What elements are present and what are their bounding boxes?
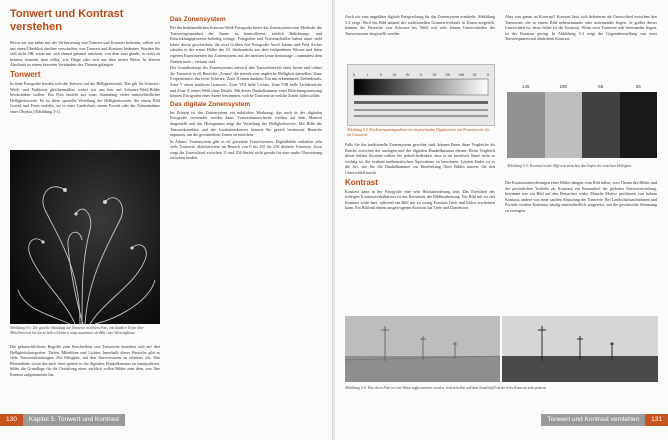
- zonensystem-comparison-paragraph: Falls Sie das traditionelle Zonensystem gewohnt sind, können Ihnen diese Vergleiche als Brücke zwischen der analogen und der digitalen Dunkelkammer dienen. Beim Vergleich dieser beiden Systeme sollten Sie jedoch bedenken, dass es im kreativen Sinne nicht so wichtig ist, die exakten mathematischen Äquivalente zu berechnen. Letzten Endes ist es die Art, wie Sie die Dunkelkammer zur Bearbeitung Ihres Bildes nutzen, die den Unterschied macht.: [345, 142, 495, 175]
- left-footer: [0, 414, 125, 426]
- right-column-1: [345, 14, 495, 37]
- left-column-1: [10, 40, 160, 116]
- zone-label: 0: [352, 72, 356, 77]
- zone-label: II: [379, 72, 382, 77]
- digital-zonensystem-paragraph-1: Im Prinzip ist das Zonensystem ein nützliches Werkzeug, das auch in der digitalen Fotografie verwendet werden kann. Tonwertunterschiede werden auf dem Monitor dargestellt und das Histogramm zeigt die Verteilung der Helligkeitswerte. Mit Hilfe der Tonwertkorrektur und der Gradationskurven können Sie gezielt bestimmte Bereiche anpassen, um die gewünschten Zonen zu erreichen.: [170, 109, 322, 138]
- left-running-head: Kapitel 5: Tonwert und Kontrast: [23, 414, 125, 426]
- left-page-number: 130: [0, 414, 23, 426]
- right-footer: [541, 414, 668, 426]
- desert-photo-low-contrast: [345, 316, 500, 382]
- right-column-1-middle: [345, 142, 495, 212]
- zone-label: IV: [405, 72, 410, 77]
- swatch-145: [507, 92, 545, 158]
- figure-5-3-contrast-swatches: [507, 84, 657, 160]
- tonwert-followup-paragraph: Die gebräuchlichsten Begriffe zum Beschreiben von Tonwerten beziehen sich auf drei Helligkeitskategorien: Tiefen, Mitteltöne und Lichter. Innerhalb dieser Bereiche gibt es viele Tonwertabstufungen. Die Fähigkeit, mit den Tonwertstufen zu arbeiten, d.h. Ihre Bestandteile sowie der nach ihrer spätere in der digitalen Dunkelkammer zu manipulieren, bildet die Grundlage für die Gestaltung eines wirklich vollen Bildes zum dem, was Ihre Kamera aufgenommen hat.: [10, 344, 160, 377]
- right-column-2: [505, 14, 657, 43]
- right-running-head: Tonwert und Kontrast verstehen: [541, 414, 645, 426]
- intro-paragraph: Bevor wir uns näher mit der Verbesserung von Tonwert und Kontrast befassen, sollten wir uns einen Überblick darüber verschaffen, was Tonwert und Kontrast bedeuten. Wurden Sie sich nicht OB, wenn mir sich einmal genauer anschaut, von dem man glaubt, es recht zu kennen; bemerkt man völlig, wie Dinge oder sich aus dem neuen Weise. In diesem Abschnitt zu einem besseren Verständnis des Themas gelangen.: [10, 40, 160, 68]
- kontrast-paragraph-2: Die Kontrastanforderungen einer Bildes hängen vom Bild selbst, vom Thema des Bildes und der persönlichen Vorliebe ab. Kontrast, ein Bestandteil der globalen Tonwertverteilung, bestimmt wie ein Bild auf den Betrachter wirkt. Manche Motive profitieren von hohem Kontrast, andere von einer sanften Abstufung der Tonwerte. Bei Landschaftsaufnahmen und Porträts werden Kontraste häufig unterschiedlich eingesetzt, um die gewünschte Stimmung zu erzeugen.: [505, 180, 657, 213]
- zone-label: VII: [445, 72, 451, 77]
- right-page-number: 131: [645, 414, 668, 426]
- figure-5-2-zone-scale: [347, 64, 495, 126]
- zone-label: IX: [472, 72, 477, 77]
- zone-gradient: [348, 65, 494, 125]
- section-heading-zonensystem: Das Zonensystem: [170, 16, 226, 23]
- section-heading-tonwert: Tonwert: [10, 69, 41, 79]
- zone-label: VIII: [458, 72, 465, 77]
- swatch-190: [545, 92, 583, 158]
- swatch-label-65: 65: [598, 84, 604, 89]
- kontrast-definition-paragraph: Aber was genau ist Kontrast? Kontrast lässt sich definieren als Unterschied zwischen den Tonwerten, die in einem Bild nebeneinander oder miteinander liegen. Je größer dieser Unterschied ist, desto höher ist der Kontrast. Wenn zwei Tonwerte nah beieinander liegen, ist der Kontrast gering. In Abbildung 5-3 zeigt die Gegenüberstellung von zwei Tonwertpaaren mit ähnlichem Kontrast.: [505, 14, 657, 42]
- figure-5-3-caption: Abbildung 5-3: Kontrast ist die Differenz zwischen den Stufen der einzelnen Helligkeit.: [507, 164, 633, 168]
- desert-photo-high-contrast: [502, 316, 658, 382]
- swatch-25: [620, 92, 658, 158]
- swatch-label-25: 25: [635, 84, 641, 89]
- zonensystem-paragraph-2: Der Grundkonzept des Zonensystems entwirft den Tonwertbereich einer Szene und ordnet die Tonwerte in elf Bereiche „Zonen“ die jeweils eine ungleiche Helligkeit darstellen: Zone 0 repräsentiert das reine Schwarz, Zone II einen dunklen Ton mit erkennbaren Tiefendetails, Zone V einen mittleren Grauwert, Zone VIII helle Lichter, Zone VIII helle Lichtbereiche und Zone X reines Weiß ohne Details. Mit dieser Dunkelkammer einer Belichtungsmessung können Fotografen einer Szene bestimmen, welche Tonwerte in welche Zonen fallen sollen.: [170, 65, 322, 99]
- swatch-label-145: 145: [521, 84, 530, 89]
- swatch-65: [582, 92, 620, 158]
- left-column-2: [170, 14, 322, 162]
- digital-zonensystem-paragraph-2: In Adams’ Zonensystem gibt es elf getrennte Tonwertzonen. Digitalbilder enthalten sehr viele Tonwerte, üblicherweise im Bereich von 0 bis 255 für 256 diskrete Tonwerte. Zwar sorgt die Unterschied zwischen 11 und 256 Stufen nicht gerade für eine sanfte Übersetzung zwischen beiden.: [170, 138, 322, 161]
- figure-5-2-caption: Abbildung 5-2: Ein Zonensystemgradient mit entsprechenden Digitalwerten und Prozentwerten für die Grauwerte: [347, 128, 490, 137]
- zone-label: III: [392, 72, 396, 77]
- plant-image: [10, 150, 160, 324]
- kontrast-paragraph-1: Kontrast kann in der Fotografie eine sehr Herausforderung sein. Das Erreichen des richtigen Kontrastverhältnisses ist ein Kernstück der Bildbearbeitung. Ein Bild mit zu viel Kontrast wirkt hart, während ein Bild mit zu wenig Kontrast flach und leblos erscheinen kann. Ein Bild mit einem ausgewogenen Kontrast hat Tiefe und Dimension.: [345, 188, 495, 211]
- zone-label: I: [366, 72, 368, 77]
- page-title: Tonwert und Kontrast verstehen: [10, 8, 124, 33]
- zone-label: V: [419, 72, 423, 77]
- zone-label: VI: [432, 72, 437, 77]
- right-page: [335, 0, 668, 440]
- section-heading-kontrast: Kontrast: [345, 177, 378, 187]
- figure-5-1-plant-photo: [10, 150, 160, 324]
- zonensystem-continued-paragraph: Auch wir eine ungefähre digitale Entsprechung für das Zonensystem ermitteln; Abbildung 5-2 zeigt. Wird ein Bild anhand des traditionellen Grauwertverlaufs in Zonen aufgeteilt, können die Bereiche von Schwarz bis Weiß mit sehr feinen Unterschieden der Tonwertzonen dargestellt werden.: [345, 14, 495, 36]
- zonensystem-paragraph-1: Bei der herkömmlichen Schwarz-Weiß-Fotografie bietet das Zonensystem eine Methode, die Tonwertsgesamtheit der Szene zu kontrollieren, zeitlich Belichtungs- und Entwicklungsprozesse beliebig wenige. Fotografen und Wissenschaftler haben unser sieht lehrte davon geschrieben; die zwei Größen Auf Fotografie Ansel Adams und Fred Archer schufen in der ersten Hälfte des 20. Jahrhunderts aus dem vorhandenen Wissen und ihren eigenen Experimenten das Zonensystem, mit der meisten Leute heutzutage – zumindest dem Namen nach – vertraut sind.: [170, 25, 322, 64]
- zone-label: X: [486, 72, 490, 77]
- left-page: [0, 0, 333, 440]
- figure-5-4-caption: Abbildung 5-4: Das obere Foto ist eine Wüste aufgenommen worden; in dem hellen und dem Sandeinfall ist der hohe Kontrast sehr präsent.: [345, 386, 547, 390]
- tonwert-paragraph: In einer Fotografie besteht sich der Tonwert auf die Helligkeitsstufe. Das gilt für Schwarz-Weiß- und Farbfotos gleichermaßen, wobei wir uns hier auf Schwarz-Weiß-Bilder beschränken wollen. Ein Foto besteht aus einer Sammlung vieler unterschiedlicher Helligkeitswerte. Es ist diese spezielle Verteilung der Helligkeitswerte, die einem Bild Gestalt und Form verleiht, sei es einer Landschaft, einem Porträt oder der Nahaufnahme eines Objekts (Abbildung 5-1).: [10, 80, 160, 114]
- figure-5-4-desert-photos: [345, 316, 658, 382]
- left-column-1-lower: [10, 344, 160, 379]
- swatch-label-190: 190: [559, 84, 567, 89]
- figure-5-1-caption: Abbildung 5-1: Die gezielte Abstufung der Tonwerte in diesem Foto, von dunklen Tiefen über Mitteltonwerte bis hin zu hellen Lichtern, zeigt zusammen ein Bild einer Wiesenpflanze.: [10, 326, 144, 335]
- section-heading-digital-zonensystem: Das digitale Zonensystem: [170, 100, 251, 108]
- right-column-2-middle: [505, 180, 657, 215]
